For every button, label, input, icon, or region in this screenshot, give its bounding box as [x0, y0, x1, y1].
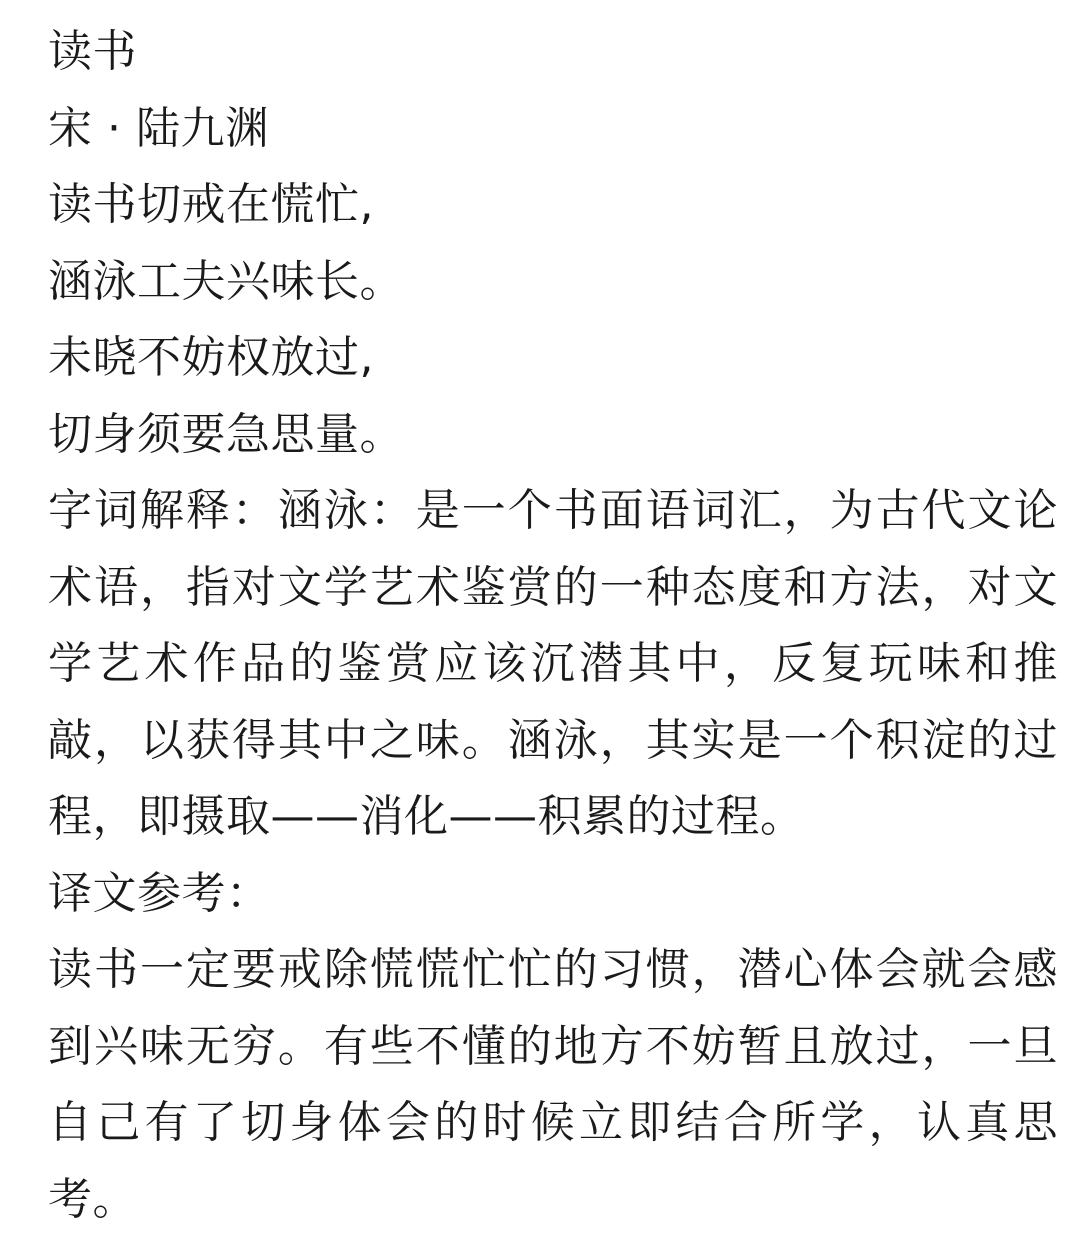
- poem-line: 切身须要急思量。: [48, 408, 404, 460]
- translation-paragraph: 读书一定要戒除慌慌忙忙的习惯，潜心体会就会感到兴味无穷。有些不懂的地方不妨暂且放过，一旦自己有了切身体会的时候立即结合所学，认真思考。: [48, 944, 1058, 1225]
- poem-line: 读书切戒在慌忙,: [48, 179, 374, 230]
- poem-title: 读书: [48, 26, 137, 77]
- glossary-paragraph: 字词解释：涵泳：是一个书面语词汇，为古代文论术语，指对文学艺术鉴赏的一种态度和方法，对文学艺术作品的鉴赏应该沉潜其中，反复玩味和推敲，以获得其中之味。涵泳，其实是一个积淀的过程，即摄取——消化——积累的过程。: [48, 485, 1058, 842]
- poem-line: 未晓不妨权放过,: [48, 332, 374, 383]
- poem-line: 涵泳工夫兴味长。: [48, 255, 404, 307]
- document-body: [48, 14, 1058, 1238]
- poem-author: 宋 · 陆九渊: [48, 102, 270, 154]
- translation-heading: 译文参考：: [48, 867, 271, 919]
